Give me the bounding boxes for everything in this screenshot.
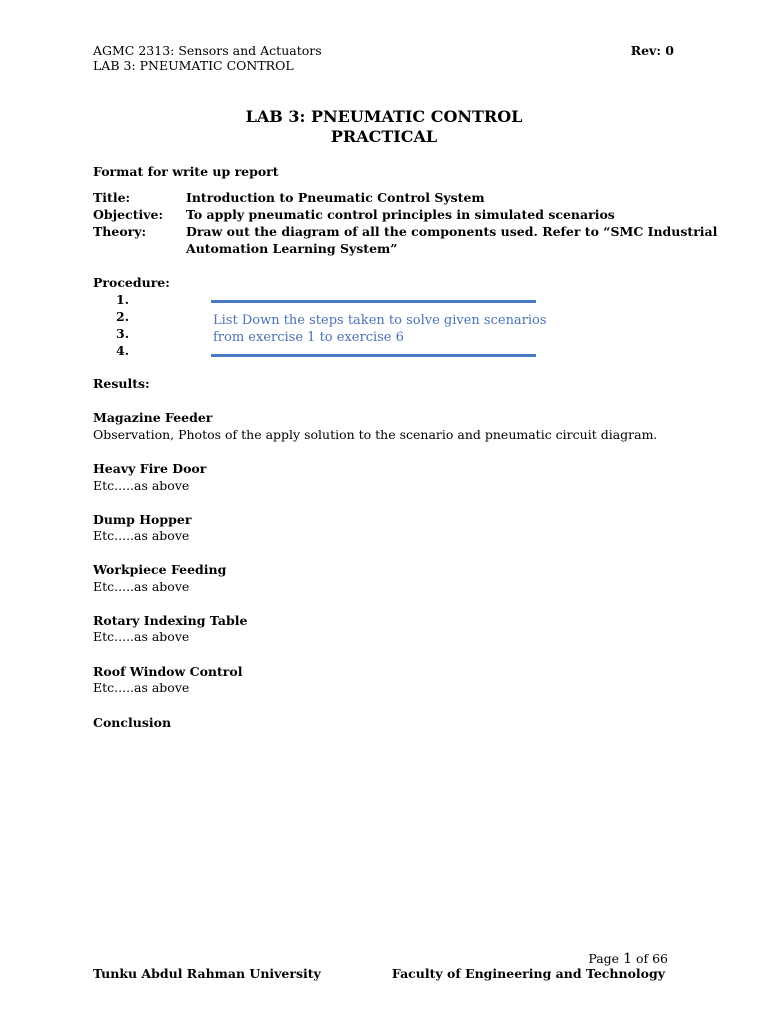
section-body: Etc.....as above [93, 478, 190, 493]
page-of: of 66 [635, 951, 668, 966]
header-course: AGMC 2313: Sensors and Actuators [93, 43, 322, 58]
page-num: 1 [623, 951, 632, 967]
section-heading: Rotary Indexing Table [93, 613, 248, 628]
section-body: Etc.....as above [93, 528, 190, 543]
note-box-bottom-rule [211, 354, 536, 357]
page-number [588, 951, 668, 967]
section-heading: Dump Hopper [93, 512, 192, 527]
section-heading: Heavy Fire Door [93, 461, 207, 476]
header-rev: Rev: 0 [630, 43, 674, 58]
field-theory-value-cont: Automation Learning System” [186, 241, 398, 256]
field-title-label: Title: [93, 190, 131, 205]
header-lab: LAB 3: PNEUMATIC CONTROL [93, 58, 294, 73]
procedure-note-line1: List Down the steps taken to solve given scenarios [213, 313, 547, 328]
results-heading: Results: [93, 376, 150, 391]
format-heading: Format for write up report [93, 164, 279, 179]
procedure-note-line2: from exercise 1 to exercise 6 [213, 330, 404, 345]
section-body: Etc.....as above [93, 579, 190, 594]
section-body: Etc.....as above [93, 629, 190, 644]
conclusion-heading: Conclusion [93, 715, 172, 730]
section-heading: Workpiece Feeding [93, 562, 227, 577]
note-box-top-rule [211, 300, 536, 303]
field-theory-value: Draw out the diagram of all the components used. Refer to “SMC Industrial [186, 224, 718, 239]
section-heading: Roof Window Control [93, 664, 243, 679]
page-subtitle: PRACTICAL [330, 127, 438, 146]
procedure-step-3: 3. [116, 326, 130, 341]
section-body: Observation, Photos of the apply solution to the scenario and pneumatic circuit diagram. [93, 427, 658, 442]
procedure-step-2: 2. [116, 309, 130, 324]
procedure-step-4: 4. [116, 343, 130, 358]
procedure-step-1: 1. [116, 292, 130, 307]
footer-faculty: Faculty of Engineering and Technology [391, 966, 665, 981]
page-title: LAB 3: PNEUMATIC CONTROL [245, 107, 523, 126]
field-theory-label: Theory: [93, 224, 147, 239]
section-body: Etc.....as above [93, 680, 190, 695]
procedure-heading: Procedure: [93, 275, 170, 290]
field-title-value: Introduction to Pneumatic Control System [186, 190, 485, 205]
field-objective-label: Objective: [93, 207, 164, 222]
page-label: Page [588, 951, 620, 966]
section-heading: Magazine Feeder [93, 410, 213, 425]
footer-university: Tunku Abdul Rahman University [93, 966, 321, 981]
field-objective-value: To apply pneumatic control principles in simulated scenarios [186, 207, 615, 222]
